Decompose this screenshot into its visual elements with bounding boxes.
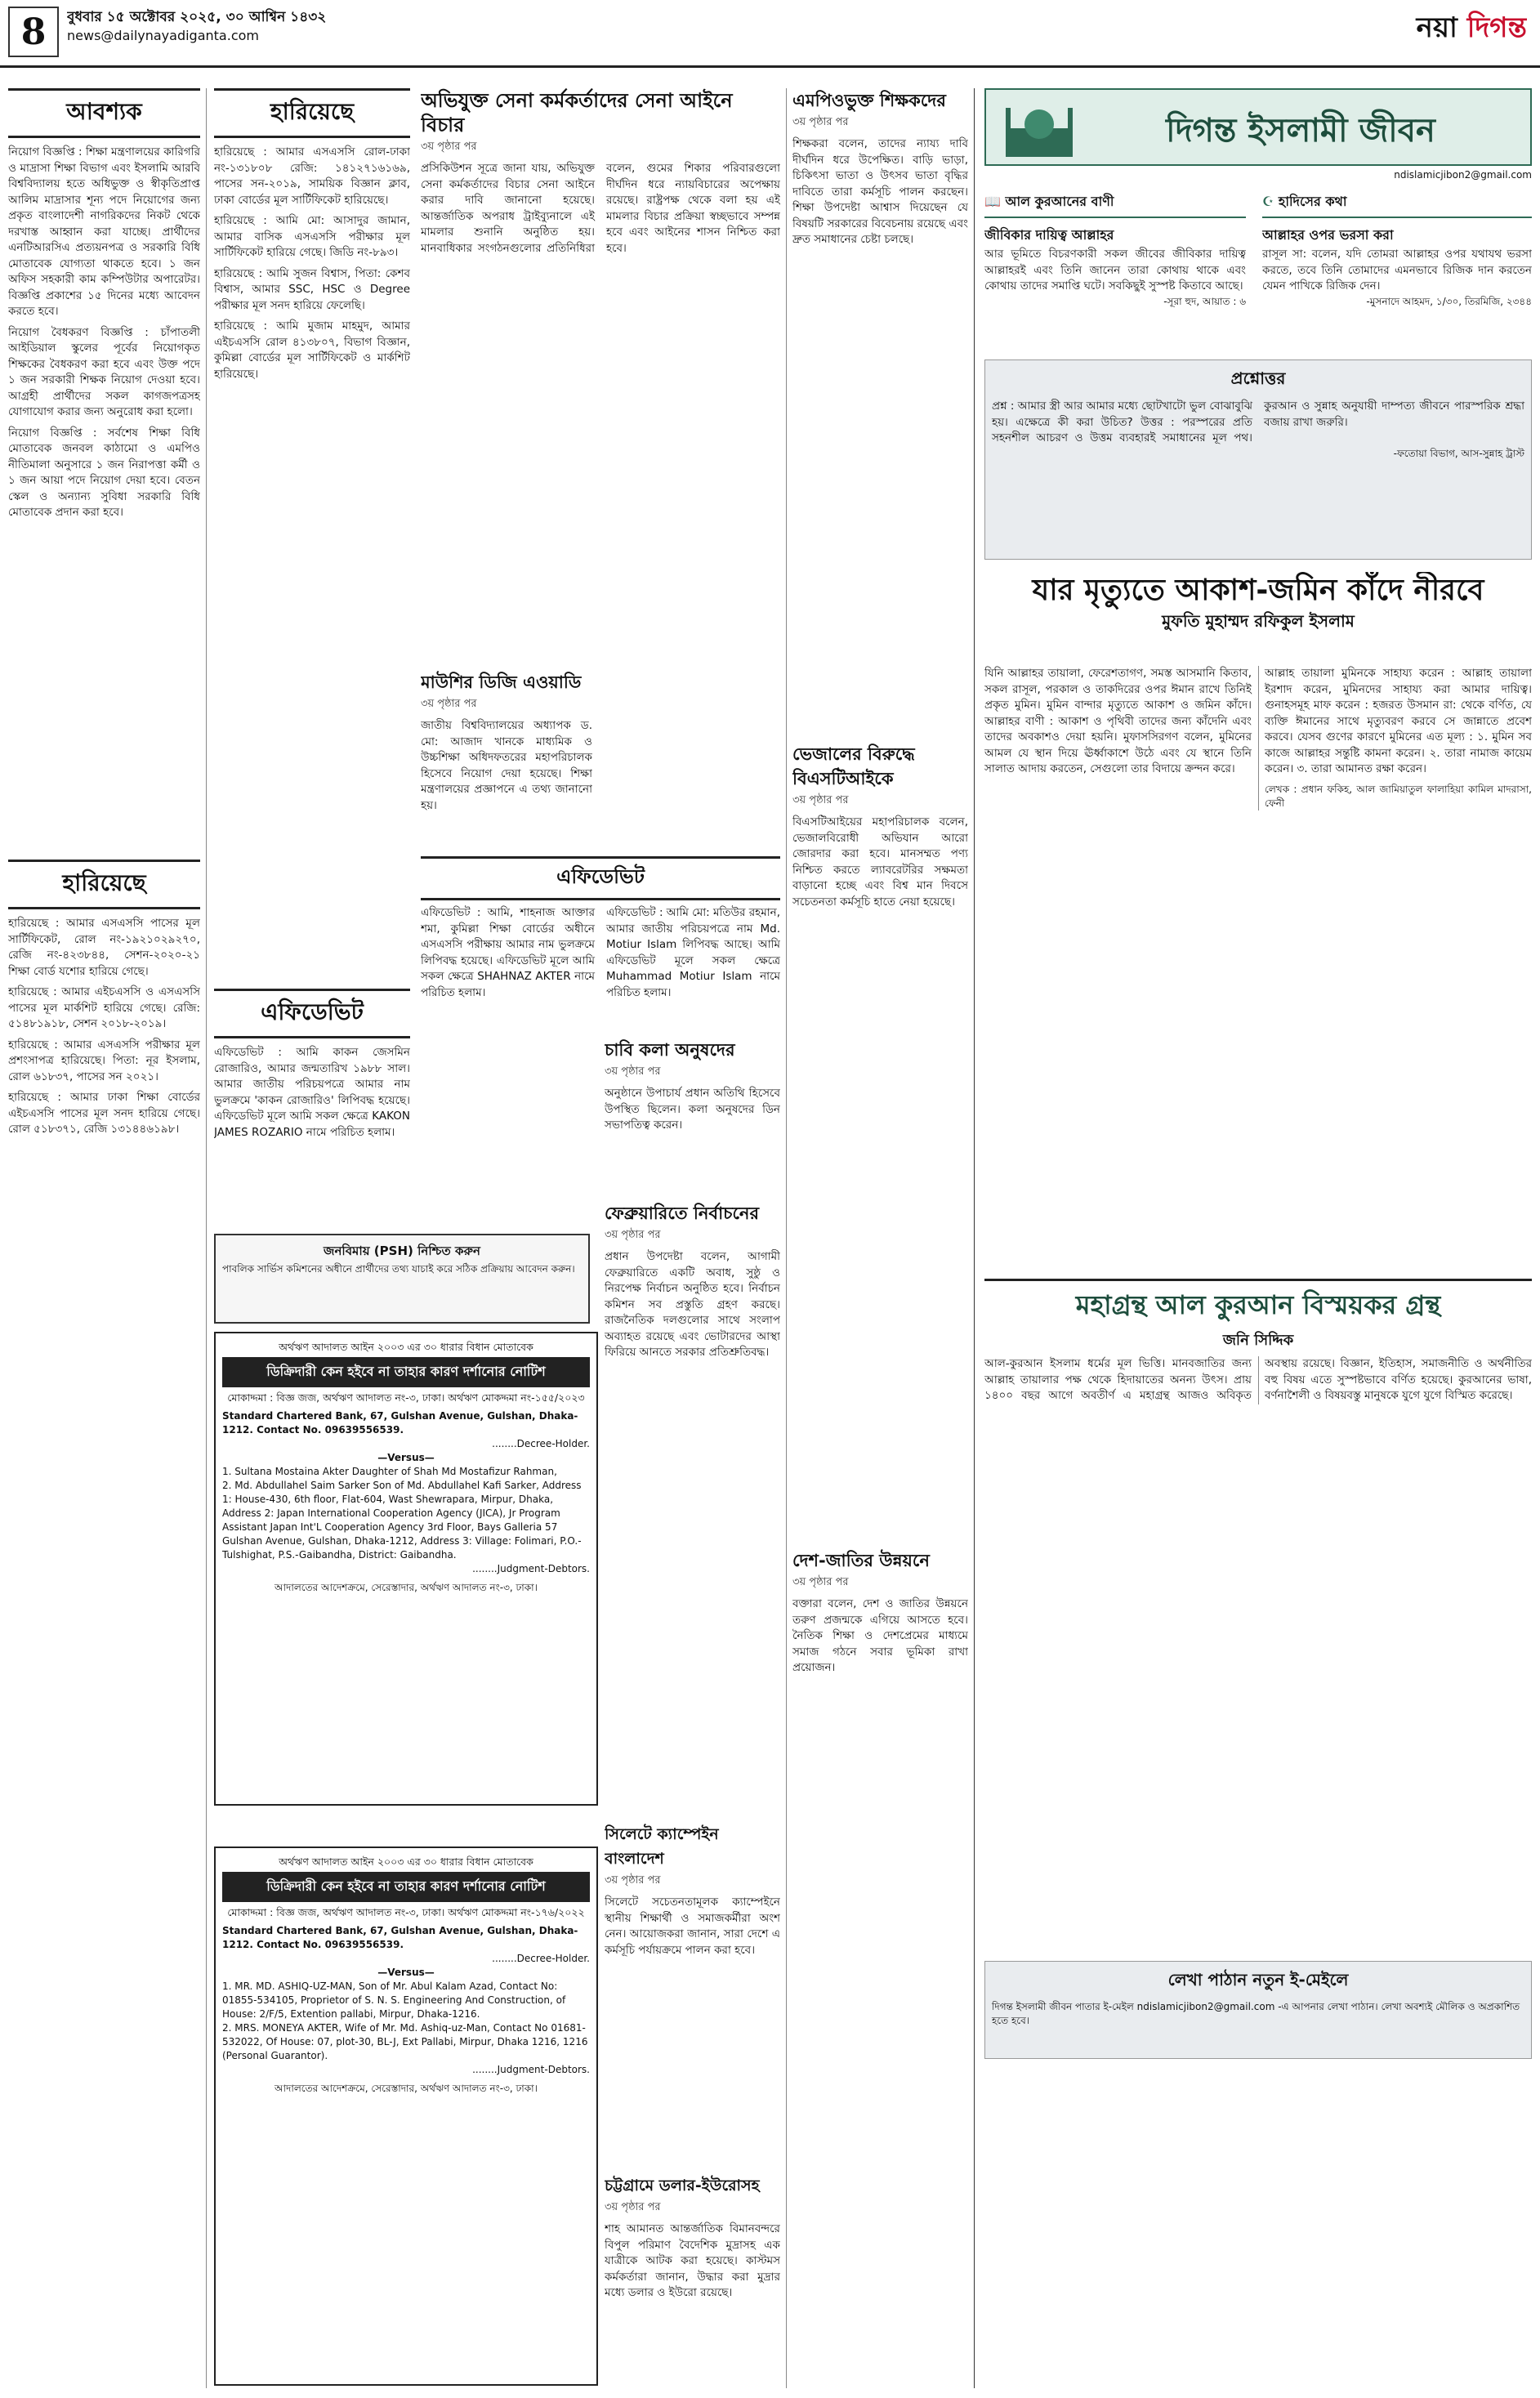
- jump-label: ৩য় পৃষ্ঠার পর: [605, 1874, 661, 1887]
- affidavit-item: এফিডেভিট : আমি, শাহনাজ আক্তার শমা, কুমিল্লা শিক্ষা বোর্ডের অধীনে এসএসসি পরীক্ষায় আমার নাম ভুলক্রমে লিপিবদ্ধ হয়েছে। এফিডেভিট মূলে আমি সকল ক্ষেত্রে SHAHNAZ AKTER নামে পরিচিত হলাম।: [421, 906, 595, 999]
- lost-item: হারিয়েছে : আমার এসএসসি পাসের মূল সার্টিফিকেট, রোল নং-১৯২১০২৯২৭০, রেজি নং-৪২৩৮৪৪, সেশন-২০২০-২১ শিক্ষা বোর্ড যশোর হারিয়ে গেছে।: [8, 917, 200, 978]
- article-sylhet: [605, 1822, 780, 1977]
- main-article-body: [984, 666, 1532, 810]
- main-headline-block: [984, 572, 1532, 662]
- logo-main: নয়া: [1416, 11, 1457, 44]
- article-bsti: [792, 742, 968, 1543]
- affidavit-mid: [421, 856, 780, 1032]
- psh-notice: [214, 1234, 590, 1324]
- notice-plaintiff: Standard Chartered Bank, 67, Gulshan Avenue, Gulshan, Dhaka-1212. Contact No. 09639556539.: [222, 1410, 578, 1436]
- notice-footer: আদালতের আদেশক্রমে, সেরেস্তাদার, অর্থঋণ আদালত নং-৩, ঢাকা।: [275, 2083, 538, 2094]
- notice-court: অর্থঋণ আদালত আইন ২০০৩ এর ৩০ ধারার বিধান মোতাবেক: [279, 1341, 533, 1353]
- notice-versus: —Versus—: [377, 1967, 435, 1978]
- islamic-banner: [984, 88, 1532, 166]
- wanted-item: নিয়োগ বৈধকরণ বিজ্ঞপ্তি : চাঁপাতলী আইডিয়াল স্কুলের পূর্বের নিয়োগকৃত শিক্ষকের বৈধকরণ করা হবে এবং উক্ত পদে ১ জন সরকারী শিক্ষক নিয়োগ দেওয়া হবে। আগ্রহী প্রার্থীদের সকল কাগজপত্রসহ যোগাযোগ করার জন্য অনুরোধ করা হলো।: [8, 325, 200, 418]
- article-key-body: অনুষ্ঠানে উপাচার্য প্রধান অতিথি হিসেবে উপস্থিত ছিলেন। কলা অনুষদের ডিন সভাপতিত্ব করেন।: [605, 1087, 780, 1132]
- jump-label: ৩য় পৃষ্ঠার পর: [792, 116, 849, 128]
- headline-feb: ফেব্রুয়ারিতে নির্বাচনের: [605, 1203, 760, 1223]
- jump-label: ৩য় পৃষ্ঠার পর: [421, 698, 477, 710]
- article-sylhet-body: সিলেটে সচেতনতামূলক ক্যাম্পেইনে স্থানীয় শিক্ষার্থী ও সমাজকর্মীরা অংশ নেন। আয়োজকরা জানান, সারা দেশে এ কর্মসূচি পর্যায়ক্রমে পালন করা হবে।: [605, 1896, 780, 1957]
- main-article: [984, 666, 1532, 1270]
- hadith-heading: আল্লাহর ওপর ভরসা করা: [1262, 227, 1394, 243]
- court-notice-2: [214, 1847, 598, 2386]
- hadith-text: রাসূল সা: বলেন, যদি তোমরা আল্লাহর ওপর যথাযথ ভরসা করতে, তবে তিনি তোমাদের এমনভাবে রিজিক দান করতেন যেমন পাখিকে রিজিক দেন।: [1262, 248, 1532, 292]
- notice-title: ডিক্রিদারী কেন হইবে না তাহার কারণ দর্শানোর নোটিশ: [222, 1872, 590, 1902]
- hadith-label: [1262, 188, 1532, 218]
- column-divider: [786, 88, 787, 2388]
- lost-item: হারিয়েছে : আমার এসএসসি পরীক্ষার মূল প্রশংসাপত্র হারিয়েছে। পিতা: নূর ইসলাম, রোল ৬১৮৩৭, পাসের সন ২০২১।: [8, 1038, 200, 1083]
- article-ctg-body: শাহ আমানত আন্তর্জাতিক বিমানবন্দরে বিপুল পরিমাণ বৈদেশিক মুদ্রাসহ এক যাত্রীকে আটক করা হয়েছে। কাস্টমস কর্মকর্তারা জানান, উদ্ধার করা মুদ্রার মধ্যে ডলার ও ইউরো রয়েছে।: [605, 2222, 780, 2299]
- notice-title: ডিক্রিদারী কেন হইবে না তাহার কারণ দর্শানোর নোটিশ: [222, 1357, 590, 1387]
- notice-case: মোকাদ্দমা : বিজ্ঞ জজ, অর্থঋণ আদালত নং-৩, ঢাকা। অর্থঋণ মোকদ্দমা নং-১৫৫/২০২৩: [227, 1391, 585, 1404]
- notice-debtor: ........Judgment-Debtors.: [472, 2064, 590, 2075]
- book-headline: মহাগ্রন্থ আল কুরআন বিস্ময়কর গ্রন্থ: [1075, 1289, 1441, 1320]
- crescent-icon: ☪: [1262, 194, 1274, 209]
- page-date: বুধবার ১৫ অক্টোবর ২০২৫, ৩০ আশ্বিন ১৪৩২: [67, 9, 327, 25]
- lost-item: হারিয়েছে : আমার ঢাকা শিক্ষা বোর্ডের এইচএসসি পাসের মূল সনদ হারিয়ে গেছে। রোল ৫১৮৩৭১, রেজি ১৩১৪৪৬১৯৮।: [8, 1091, 200, 1136]
- wanted-item: নিয়োগ বিজ্ঞপ্তি : শিক্ষা মন্ত্রণালয়ের কারিগরি ও মাদ্রাসা শিক্ষা বিভাগ এবং ইসলামি আরবি বিশ্ববিদ্যালয় হতে অধিভুক্ত ও স্বীকৃতিপ্রাপ্ত আলিম মাদ্রাসার শূন্য পদে নিয়োগের জন্য প্রকৃত বাংলাদেশী নাগরিকদের নিকট থেকে দরখাস্ত আহ্বান করা যাচ্ছে। প্রার্থীদের এনটিআরসিএ প্রত্যয়নপত্র ও সরকারি বিধি মোতাবেক যোগ্যতা থাকতে হবে। ১ জন অফিস সহকারী কাম কম্পিউটার অপারেটর। বিজ্ঞপ্তি প্রকাশের ১৫ দিনের মধ্যে আবেদন করতে হবে।: [8, 145, 200, 318]
- column-divider: [206, 88, 207, 2388]
- affidavit-left: [214, 989, 410, 1226]
- notice-debtor: ........Judgment-Debtors.: [472, 1563, 590, 1574]
- notice-case: মোকাদ্দমা : বিজ্ঞ জজ, অর্থঋণ আদালত নং-৩, ঢাকা। অর্থঋণ মোকদ্দমা নং-১৭৬/২০২২: [227, 1906, 585, 1918]
- court-notice-1: [214, 1332, 598, 1806]
- section-title-lost: হারিয়েছে: [8, 860, 200, 909]
- notice-plaintiff: Standard Chartered Bank, 67, Gulshan Avenue, Gulshan, Dhaka-1212. Contact No. 09639556539.: [222, 1925, 578, 1950]
- section-title-affidavit: এফিডেভিট: [214, 989, 410, 1038]
- quran-heading: জীবিকার দায়িত্ব আল্লাহর: [984, 227, 1114, 243]
- headline-mpo: এমপিওভুক্ত শিক্ষকদের: [792, 91, 946, 110]
- notice-decree: ........Decree-Holder.: [492, 1438, 590, 1449]
- headline-ctg: চট্টগ্রামে ডলার-ইউরোসহ: [605, 2177, 760, 2195]
- page-number: 8: [8, 7, 59, 57]
- lost-item: হারিয়েছে : আমি সুজন বিশ্বাস, পিতা: কেশব বিশ্বাস, আমার SSC, HSC ও Degree পরীক্ষার মূল সনদ হারিয়ে ফেলেছি।: [214, 266, 410, 312]
- article-mpo-body: শিক্ষকরা বলেন, তাদের ন্যায্য দাবি দীর্ঘদিন ধরে উপেক্ষিত। বাড়ি ভাড়া, চিকিৎসা ভাতা ও উৎসব ভাতা বৃদ্ধির দাবিতে তারা কর্মসূচি পালন করছেন। শিক্ষা উপদেষ্টা আশ্বাস দিয়েছেন যে বিষয়টি সরকারের বিবেচনায় রয়েছে এবং দ্রুত সমাধানের চেষ্টা চলছে।: [792, 137, 968, 246]
- article-mouse: [421, 670, 592, 833]
- lost-body: [214, 145, 410, 382]
- submit-title: লেখা পাঠান নতুন ই-মেইলে: [1167, 1970, 1349, 1989]
- notice-court: অর্থঋণ আদালত আইন ২০০৩ এর ৩০ ধারার বিধান মোতাবেক: [279, 1855, 533, 1868]
- quran-label-text: আল কুরআনের বাণী: [1005, 194, 1114, 209]
- quran-ref: -সূরা হুদ, আয়াত : ৬: [1163, 295, 1246, 307]
- article-ctg: [605, 2173, 780, 2378]
- section-title-wanted: আবশ্যক: [8, 88, 200, 138]
- qa-ref: -ফতোয়া বিভাগ, আস-সুন্নাহ ট্রাস্ট: [1393, 447, 1524, 459]
- headline-mouse: মাউশির ডিজি এওয়াডি: [421, 672, 582, 692]
- affidavit-item: এফিডেভিট : আমি মো: মতিউর রহমান, আমার জাতীয় পরিচয়পত্রে নাম Md. Motiur Islam লিপিবদ্ধ আছে। আমি এফিডেভিট মূলে সকল ক্ষেত্রে Muhammad Motiur Islam নামে পরিচিত হলাম।: [606, 906, 780, 999]
- jump-label: ৩য় পৃষ্ঠার পর: [421, 141, 477, 153]
- author-note: লেখক : প্রধান ফকিহ, আল জামিয়াতুল ফালাহিয়া কামিল মাদরাসা, ফেনী: [1265, 783, 1532, 809]
- wanted-body: [8, 145, 200, 521]
- book-body: আল-কুরআন ইসলাম ধর্মের মূল ভিত্তি। মানবজাতির জন্য আল্লাহ তায়ালার পক্ষ থেকে হিদায়াতের অনন্য উৎস। প্রায় ১৪০০ বছর আগে অবতীর্ণ এ মহাগ্রন্থ আজও অবিকৃত অবস্থায় রয়েছে। বিজ্ঞান, ইতিহাস, সমাজনীতি ও অর্থনীতির বহু বিষয় এতে সুস্পষ্টভাবে বর্ণিত হয়েছে। কুরআনের ভাষা, বর্ণনাশৈলী ও বিষয়বস্তু মানুষকে যুগে যুগে বিস্মিত করেছে।: [984, 1357, 1532, 1402]
- main-author: মুফতি মুহাম্মদ রফিকুল ইসলাম: [1162, 611, 1355, 631]
- lost-item: হারিয়েছে : আমার এইচএসসি ও এসএসসি পাসের মূল মার্কশিট হারিয়ে গেছে। রেজি: ৫১৪৮১৯১৮, সেশন ২০১৮-২০১৯।: [8, 985, 200, 1030]
- main-paragraph: আল্লাহ তায়ালা মুমিনকে সাহায্য করেন : আল্লাহ তায়ালা ইরশাদ করেন, মুমিনদের সাহায্য করা আমার দায়িত্ব। গুনাহসমূহ মাফ করেন : হজরত উসমান রা: থেকে বর্ণিত, যে ব্যক্তি ঈমানের সাথে মৃত্যুবরণ করবে সে জান্নাতে প্রবেশ করবে। যেসব গুণের কারণে মুমিনের এত মূল্য : ১. মুমিন সব কাজে আল্লাহর সন্তুষ্টি কামনা করেন। ২. তারা নামাজ কায়েম করেন। ৩. তারা আমানত রক্ষা করেন।: [1265, 667, 1532, 775]
- article-bsti-body: বিএসটিআইয়ের মহাপরিচালক বলেন, ভেজালবিরোধী অভিযান আরো জোরদার করা হবে। মানসম্মত পণ্য নিশ্চিত করতে ল্যাবরেটরির সক্ষমতা বাড়ানো হচ্ছে এবং বিশ্ব মান দিবসে সচেতনতা কর্মসূচি হাতে নেয়া হয়েছে।: [792, 815, 968, 909]
- book-headline-block: [984, 1284, 1532, 1350]
- quran-label: [984, 188, 1246, 218]
- notice-versus: —Versus—: [377, 1452, 435, 1463]
- notice-decree: ........Decree-Holder.: [492, 1953, 590, 1964]
- lost-left-body: [8, 916, 200, 1138]
- jump-label: ৩য় পৃষ্ঠার পর: [792, 1576, 849, 1588]
- notice-item: 1. Sultana Mostaina Akter Daughter of Shah Md Mostafizur Rahman,: [222, 1466, 557, 1477]
- jump-label: ৩য় পৃষ্ঠার পর: [605, 1065, 661, 1078]
- article-mouse-body: জাতীয় বিশ্ববিদ্যালয়ের অধ্যাপক ড. মো: আজাদ খানকে মাধ্যমিক ও উচ্চশিক্ষা অধিদফতরের মহাপরিচালক হিসেবে নিয়োগ দেয়া হয়েছে। শিক্ষা মন্ত্রণালয়ের প্রজ্ঞাপনে এ তথ্য জানানো হয়।: [421, 719, 592, 812]
- book-author: জনি সিদ্দিক: [1222, 1332, 1294, 1349]
- book-article: [984, 1356, 1532, 1945]
- jump-label: ৩য় পৃষ্ঠার পর: [605, 2201, 661, 2213]
- page-email[interactable]: news@dailynayadiganta.com: [67, 28, 259, 43]
- hadith-ref: -মুসনাদে আহমদ, ১/৩০, তিরমিজি, ২৩৪৪: [1366, 295, 1532, 307]
- psh-body: পাবলিক সার্ভিস কমিশনের অধীনে প্রার্থীদের তথ্য যাচাই করে সঠিক প্রক্রিয়ায় আবেদন করুন।: [222, 1263, 575, 1275]
- headline-army: অভিযুক্ত সেনা কর্মকর্তাদের সেনা আইনে বিচার: [421, 89, 733, 136]
- hadith-label-text: হাদিসের কথা: [1278, 194, 1347, 209]
- quran-text: আর ভূমিতে বিচরণকারী সকল জীবের জীবিকার দায়িত্ব আল্লাহরই এবং তিনি জানেন তারা কোথায় থাকে এবং কোথায় তাদের সমাপ্তি ঘটে। সবকিছুই সুস্পষ্ট কিতাবে আছে।: [984, 248, 1246, 292]
- lost-item: হারিয়েছে : আমার এসএসসি রোল-ঢাকা নং-১৩১৮০৮ রেজি: ১৪১২৭১৬১৬৯, পাসের সন-২০১৯, সাময়িক বিজ্ঞান ক্লাব, ঢাকা বোর্ডের মূল সার্টিফিকেট হারিয়েছে।: [214, 145, 410, 207]
- article-feb: [605, 1201, 780, 1495]
- main-headline: যার মৃত্যুতে আকাশ-জমিন কাঁদে নীরবে: [1032, 574, 1484, 607]
- mosque-icon: [1002, 100, 1076, 157]
- jump-label: ৩য় পৃষ্ঠার পর: [792, 794, 849, 806]
- hadith-box: [1262, 188, 1532, 351]
- article-nation: [792, 1548, 968, 2382]
- headline-sylhet: সিলেটে ক্যাম্পেইন বাংলাদেশ: [605, 1825, 719, 1868]
- article-nation-body: বক্তারা বলেন, দেশ ও জাতির উন্নয়নে তরুণ প্রজন্মকে এগিয়ে আসতে হবে। নৈতিক শিক্ষা ও দেশপ্রেমের মাধ্যমে সমাজ গঠনে সবার ভূমিকা রাখা প্রয়োজন।: [792, 1597, 968, 1674]
- quran-box: [984, 188, 1246, 351]
- qa-title: প্রশ্নোত্তর: [1230, 368, 1286, 388]
- wanted-item: নিয়োগ বিজ্ঞপ্তি : সর্বশেষ শিক্ষা বিধি মোতাবেক জনবল কাঠামো ও এমপিও নীতিমালা অনুসারে ১ জন নিরাপত্তা কর্মী ও ১ জন আয়া পদে নিয়োগ দেয়া হবে। বেতন স্কেল ও অন্যান্য সুবিধা সরকারি বিধি মোতাবেক প্রদান করা হবে।: [8, 426, 200, 519]
- quran-book-icon: 📖: [984, 194, 1001, 209]
- qa-box: [984, 359, 1532, 560]
- classified-lost-left: [8, 860, 200, 2387]
- column-divider: [974, 88, 975, 2388]
- article-mpo: [792, 88, 968, 734]
- classified-lost: [214, 88, 410, 983]
- lost-item: হারিয়েছে : আমি মো: আসাদুর জামান, আমার বাসিক এসএসসি পরীক্ষার মূল সার্টিফিকেট হারিয়ে গেছে। জিডি নং-৮৯৩।: [214, 214, 410, 259]
- notice-item: 2. Md. Abdullahel Saim Sarker Son of Md. Abdullahel Kafi Sarker, Address 1: House-430, 6th floor, Flat-604, Wast Shewrapara, Mirpur, Dhaka, Address 2: Japan International Cooperation Agency (JICA), Jr Program Assistant Japan Int'L Cooperation Agency 3rd Floor, Bays Galleria 57 Gulshan Avenue, Gulshan, Dhaka-1212, Address 3: Village: Folimari, P.O.-Tulshighat, P.S.-Gaibandha, District: Gaibandha.: [222, 1480, 582, 1561]
- lost-item: হারিয়েছে : আমি মুজাম মাহমুদ, আমার এইচএসসি রোল ৪১৩৮০৭, বিভাগ বিজ্ঞান, কুমিল্লা বোর্ডের মূল সার্টিফিকেট ও মার্কশিট হারিয়েছে।: [214, 319, 410, 381]
- notice-footer: আদালতের আদেশক্রমে, সেরেস্তাদার, অর্থঋণ আদালত নং-৩, ঢাকা।: [275, 1582, 538, 1593]
- notice-item: 2. MRS. MONEYA AKTER, Wife of Mr. Md. Ashiq-uz-Man, Contact No 01681-532022, Of House: 07, plot-30, BL-J, Ext Pallabi, Mirpur, Dhaka 1216, 1216 (Personal Guarantor).: [222, 2022, 588, 2061]
- notice-item: 1. MR. MD. ASHIQ-UZ-MAN, Son of Mr. Abul Kalam Azad, Contact No: 01855-534105, Proprietor of S. N. S. Engineering And Construction, of House: 2/F/5, Extention pallabi, Mirpur, Dhaka-1216.: [222, 1980, 566, 2020]
- islamic-email[interactable]: ndislamicjibon2@gmail.com: [1394, 169, 1532, 181]
- psh-title: জনবিমায় (PSH) নিশ্চিত করুন: [324, 1244, 480, 1258]
- newspaper-logo: [1364, 7, 1527, 51]
- headline-bsti: ভেজালের বিরুদ্ধে বিএসটিআইকে: [792, 744, 915, 788]
- islamic-title: দিগন্ত ইসলামী জীবন: [1166, 112, 1435, 150]
- article-army: [421, 88, 780, 660]
- section-title-affidavit-mid: এফিডেভিট: [421, 856, 780, 900]
- header-rule: [0, 65, 1540, 68]
- article-army-body: প্রসিকিউশন সূত্রে জানা যায়, অভিযুক্ত সেনা কর্মকর্তাদের বিচার সেনা আইনে করার দাবি জানানো হয়েছে। আন্তর্জাতিক অপরাধ ট্রাইব্যুনালে এই মামলার শুনানি অনুষ্ঠিত হয়। মানবাধিকার সংগঠনগুলোর প্রতিনিধিরা বলেন, গুমের শিকার পরিবারগুলো দীর্ঘদিন ধরে ন্যায়বিচারের অপেক্ষায় রয়েছে। রাষ্ট্রপক্ষ থেকে বলা হয় এই মামলার বিচার প্রক্রিয়া স্বচ্ছভাবে সম্পন্ন হবে এবং আইনের শাসন নিশ্চিত করা হবে।: [421, 162, 780, 255]
- affidavit-mid-body: [421, 905, 780, 1006]
- submit-body: দিগন্ত ইসলামী জীবন পাতার ই-মেইল ndislamicjibon2@gmail.com -এ আপনার লেখা পাঠান। লেখা অবশ্যই মৌলিক ও অপ্রকাশিত হতে হবে।: [992, 2001, 1520, 2026]
- qa-body: প্রশ্ন : আমার স্ত্রী আর আমার মধ্যে ছোটখাটো ভুল বোঝাবুঝি হয়। এক্ষেত্রে কী করা উচিত? উত্তর : পরস্পরের প্রতি সহনশীল আচরণ ও উত্তম ব্যবহারই সমাধানের মূল পথ। কুরআন ও সুন্নাহ অনুযায়ী দাম্পত্য জীবনে পারস্পরিক শ্রদ্ধা বজায় রাখা জরুরি।: [992, 400, 1524, 444]
- rule: [984, 1279, 1532, 1281]
- jump-label: ৩য় পৃষ্ঠার পর: [605, 1229, 661, 1241]
- affidavit-left-body: এফিডেভিট : আমি কাকন জেসমিন রোজারিও, আমার জন্মতারিখ ১৯৮৮ সাল। আমার জাতীয় পরিচয়পত্রে আমার নাম ভুলক্রমে 'কাকন রোজারিও' লিপিবদ্ধ হয়েছে। এফিডেভিট মূলে আমি সকল ক্ষেত্রে KAKON JAMES ROZARIO নামে পরিচিত হলাম।: [214, 1046, 410, 1139]
- article-feb-body: প্রধান উপদেষ্টা বলেন, আগামী ফেব্রুয়ারিতে একটি অবাধ, সুষ্ঠু ও নিরপেক্ষ নির্বাচন অনুষ্ঠিত হবে। নির্বাচন কমিশন সব প্রস্তুতি গ্রহণ করছে। রাজনৈতিক দলগুলোর সাথে সংলাপ অব্যাহত রয়েছে এবং ভোটারদের আস্থা ফিরিয়ে আনতে সরকার প্রতিশ্রুতিবদ্ধ।: [605, 1250, 780, 1359]
- classified-wanted: [8, 88, 200, 856]
- article-key: [605, 1038, 780, 1193]
- submit-box: [984, 1961, 1532, 2059]
- main-paragraph: যিনি আল্লাহর তায়ালা, ফেরেশতাগণ, সমস্ত আসমানি কিতাব, সকল রাসূল, পরকাল ও তাকদিরের ওপর ঈমান রাখে তিনিই প্রকৃত মুমিন। মুমিন বান্দার মৃত্যুতে আকাশ ও জমিন কাঁদে। আল্লাহর বাণী : আকাশ ও পৃথিবী তাদের জন্য কাঁদেনি এবং তাদের অবকাশও দেয়া হয়নি। মুফাসসিরগণ বলেন, মুমিনের আমল যে স্থান দিয়ে ঊর্ধ্বাকাশে উঠে এবং যে স্থানে তিনি সালাত আদায় করতেন, সেগুলো তার বিদায়ে ক্রন্দন করে।: [984, 667, 1252, 775]
- headline-nation: দেশ-জাতির উন্নয়নে: [792, 1551, 930, 1570]
- section-title-lost-2: হারিয়েছে: [214, 88, 410, 138]
- headline-key: চাবি কলা অনুষদের: [605, 1040, 735, 1060]
- logo-accent: দিগন্ত: [1466, 11, 1527, 44]
